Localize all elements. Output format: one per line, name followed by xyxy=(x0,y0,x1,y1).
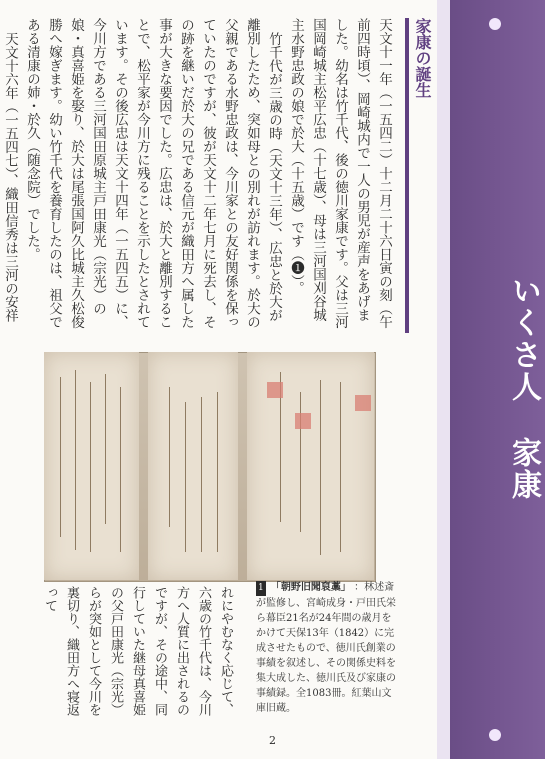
figure-caption xyxy=(256,580,401,716)
page-number: 2 xyxy=(269,734,276,747)
caption-title: 「朝野旧聞裒藁」 xyxy=(270,582,351,593)
caption-number: 1 xyxy=(256,581,266,596)
chapter-title-main: いくさ人 xyxy=(506,275,541,403)
document-lines-middle xyxy=(157,352,249,580)
chapter-sidebar xyxy=(450,0,545,759)
section-heading: 家康の誕生 xyxy=(405,18,433,333)
document-lines-left xyxy=(50,352,142,580)
seal-stamp xyxy=(267,382,283,398)
paragraph-1: 天文十一年（一五四二）十二月二十六日寅の刻（午前四時頃）、岡崎城内で一人の男児が産声をあげました。幼名は竹千代、後の徳川家康です。父は三河国岡崎城主松平広忠（十七歳）、母は三河国刈谷城主水野忠政の娘で於大（十五歳）です（❶）。 xyxy=(288,18,392,329)
chapter-title xyxy=(450,18,545,758)
seal-stamp xyxy=(295,413,311,429)
paragraph-3: 天文十六年（一五四七）、織田信秀は三河の安祥 xyxy=(2,31,18,322)
paragraph-2: 竹千代が三歳の時（天文十三年）、広忠と於大が離別したため、突如母との別れが訪れます。於大の父親である水野忠政は、今川家との友好関係を保っていたのですが、彼が天文十二年七月に死去し、その跡を継いだ於大の兄である信元が織田方へ属した事が大きな要因でした。広忠は、於大と離別することで、松平家が今川方に残ることを示したとされています。その後広忠は天文十四年（一五四五）に、今川方である三河国田原城主戸田康光（宗光）の娘・真喜姫を娶り、於大は尾張国阿久比城主久松俊勝へ嫁ぎます。幼い竹千代を養育したのは、祖父である清康の姉・於久（随念院）でした。 xyxy=(24,18,282,329)
continued-text: れにやむなく応じて、六歳の竹千代は、今川方へ人質に出されるのですが、その途中、同行していた継母真喜姫の父戸田康光（宗光）らが突如として今川を裏切り、織田方へ寝返って xyxy=(42,586,233,716)
main-text xyxy=(0,18,433,333)
lilac-band xyxy=(437,0,450,759)
seal-stamp xyxy=(355,395,371,411)
caption-body: ：林述斎が監修し、宮崎成身・戸田氏栄ら幕臣21名が24年間の歳月をかけて天保13年（1842）に完成させたもので、徳川氏創業の事績を叙述し、その関係史料を集大成した、徳川氏及び家康の事績録。全1083冊。紅葉山文庫旧蔵。 xyxy=(256,582,396,714)
chapter-title-sub: 家康 xyxy=(506,437,541,501)
